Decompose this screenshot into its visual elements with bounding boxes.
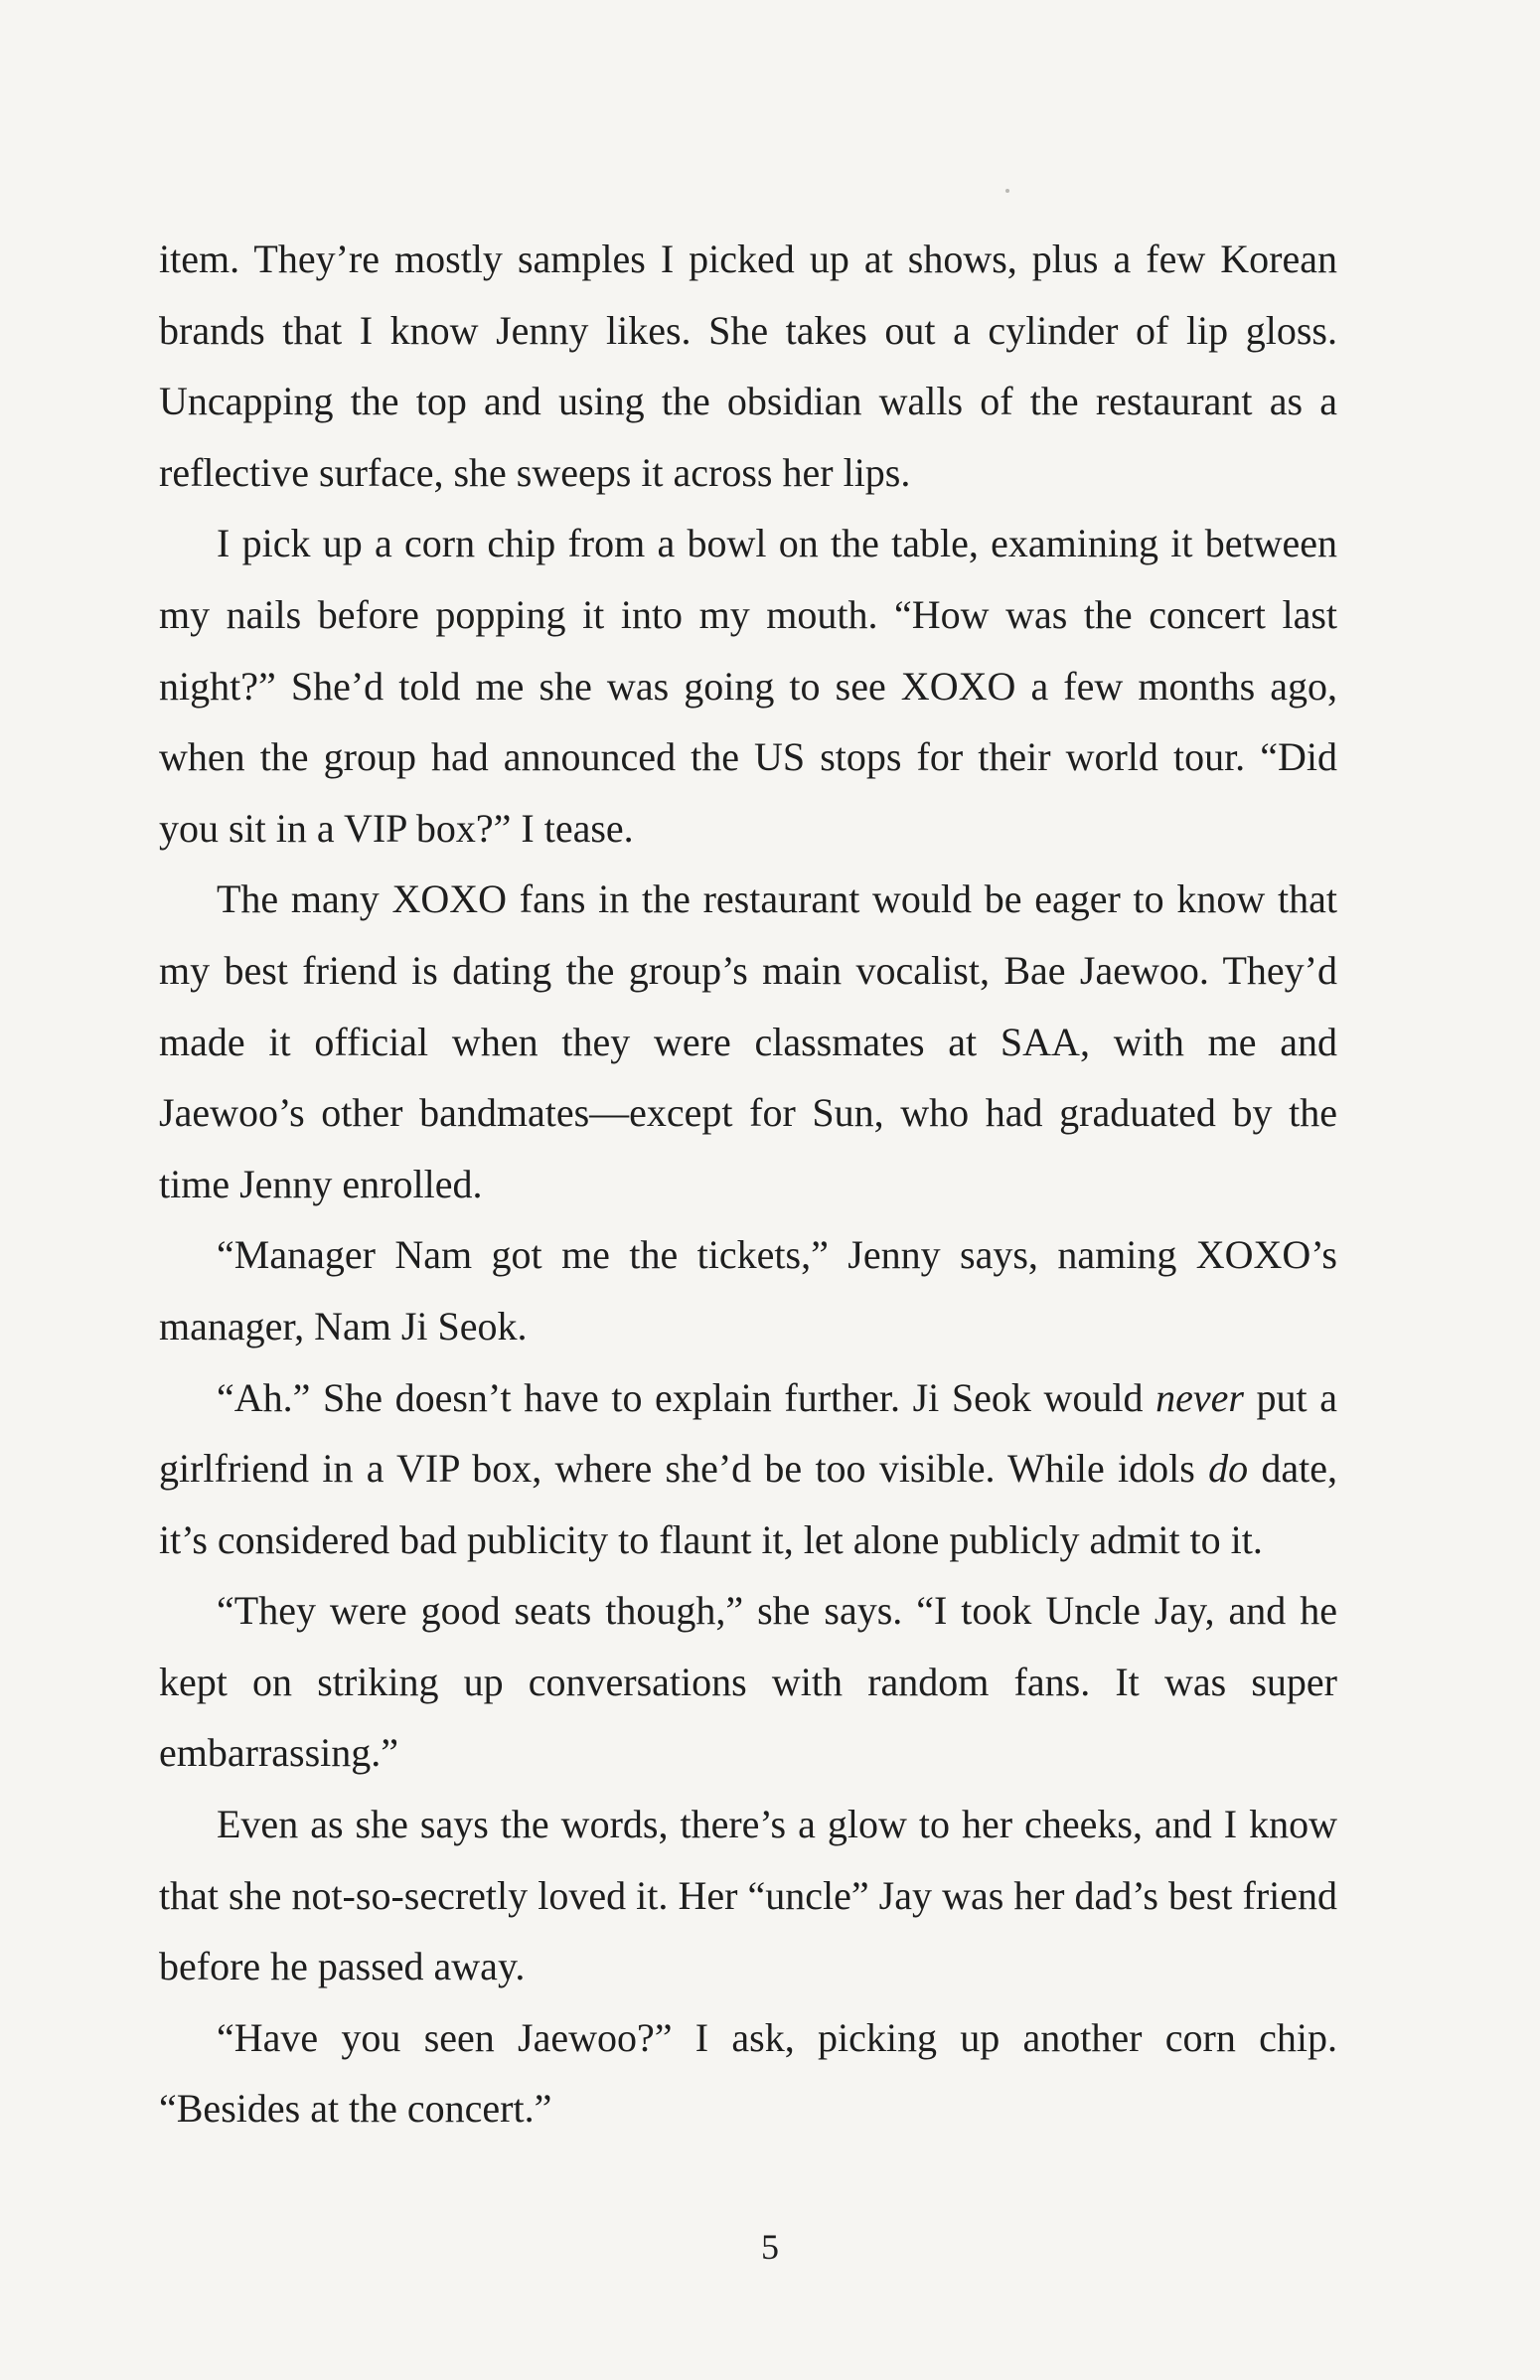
paragraph-5-part-3: date, it’s considered bad publicity to flaunt it, let alone publicly admit to it. bbox=[159, 1446, 1338, 1562]
paragraph-5-part-2: put a girlfriend in a VIP box, where she’d be too visible. While idols bbox=[159, 1374, 1337, 1492]
paragraph-4: “Manager Nam got me the tickets,” Jenny says, naming XOXO’s manager, Nam Ji Seok. bbox=[159, 1232, 1337, 1349]
paragraph-5-part-1: “Ah.” She doesn’t have to explain further. Ji Seok would bbox=[217, 1374, 1156, 1420]
paragraph-3: The many XOXO fans in the restaurant would be eager to know that my best friend is dating the group’s main vocalist, Bae Jaewoo. They’d made it official when they were classmates at SAA, with me and Jaewoo’s other bandmates—except for Sun, who had graduated by the time Jenny enrolled. bbox=[159, 876, 1337, 1206]
paragraph-6: “They were good seats though,” she says. “I took Uncle Jay, and he kept on striking up conversations with random fans. It was super embarrassing.” bbox=[159, 1588, 1337, 1776]
paragraph-1: item. They’re mostly samples I picked up at shows, plus a few Korean brands that I know Jenny likes. She takes out a cylinder of lip gloss. Uncapping the top and using the obsidian walls of the restaurant as a reflective surface, she sweeps it across her lips. bbox=[159, 237, 1337, 495]
emphasis-do: do bbox=[1208, 1446, 1249, 1492]
page-number: 5 bbox=[761, 2227, 779, 2267]
emphasis-never: never bbox=[1155, 1374, 1244, 1420]
paragraph-2: I pick up a corn chip from a bowl on the table, examining it between my nails before popping it into my mouth. “How was the concert last night?” She’d told me she was going to see XOXO a few months ago, when the group had announced the US stops for their world tour. “Did you sit in a VIP box?” I tease. bbox=[159, 521, 1337, 851]
paragraph-5 bbox=[159, 1362, 1337, 1576]
paragraph-7: Even as she says the words, there’s a glow to her cheeks, and I know that she not-so-secretly loved it. Her “uncle” Jay was her dad’s best friend before he passed away. bbox=[159, 1802, 1337, 1989]
paragraph-8: “Have you seen Jaewoo?” I ask, picking up another corn chip. “Besides at the concert.” bbox=[159, 2014, 1337, 2132]
paper-speck bbox=[1005, 189, 1009, 193]
body-text bbox=[159, 224, 1337, 2144]
